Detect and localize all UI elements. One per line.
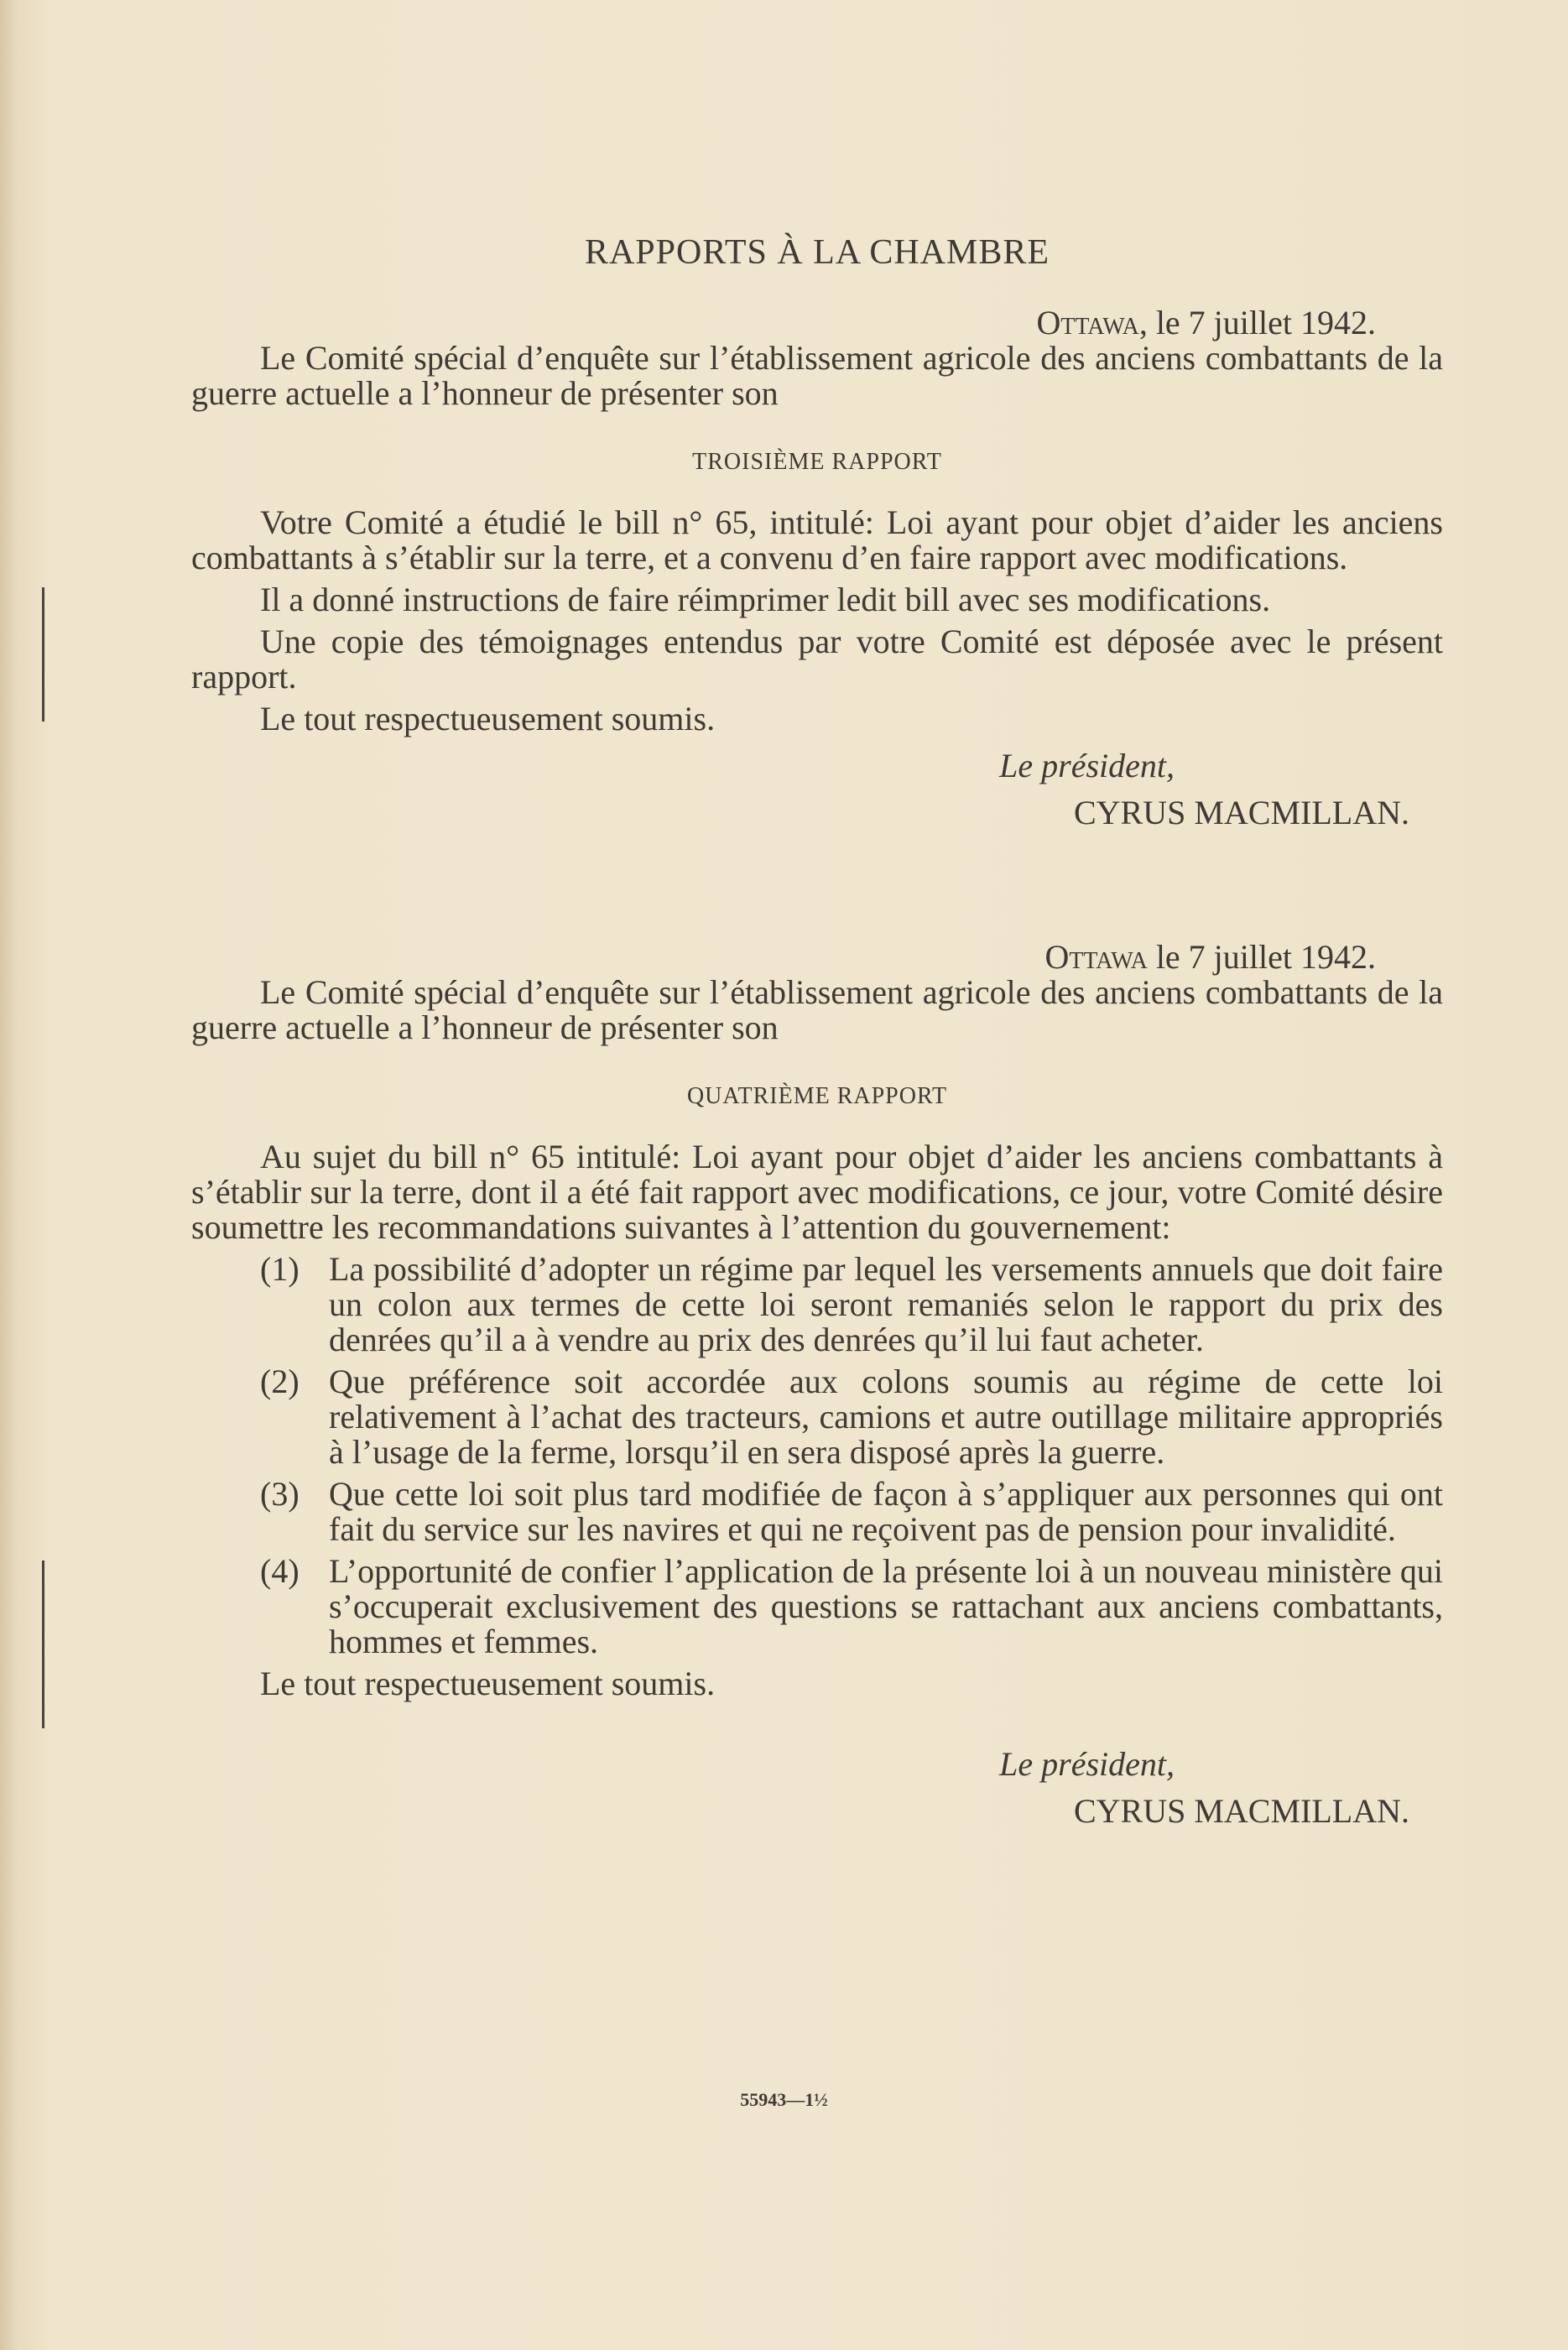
report-heading: QUATRIÈME RAPPORT xyxy=(686,1083,948,1109)
signature-title: Le président, xyxy=(999,747,1175,784)
report-paragraph: Votre Comité a étudié le bill n° 65, intitulé: Loi ayant pour objet d’aider les anciens combattants à s’établir sur la terre, et a convenu d’en faire rapport avec modifications. xyxy=(191,503,1443,576)
report-intro: Le Comité spécial d’enquête sur l’établissement agricole des anciens combattants de la guerre actuelle a l’honneur de présenter son xyxy=(191,339,1443,412)
report-paragraph: Il a donné instructions de faire réimprimer ledit bill avec ses modifications. xyxy=(260,581,1271,618)
list-item-number: (1) xyxy=(260,1250,300,1288)
report-heading: TROISIÈME RAPPORT xyxy=(692,449,942,475)
list-item-number: (3) xyxy=(260,1475,300,1513)
report-paragraph: Une copie des témoignages entendus par votre Comité est déposée avec le présent rapport. xyxy=(191,623,1443,696)
list-item-text: Que préférence soit accordée aux colons soumis au régime de cette loi relativement à l’achat des tracteurs, camions et autre outillage militaire appropriés à l’usage de la ferme, lorsqu’il en sera disposé après la guerre. xyxy=(329,1363,1443,1471)
signature-name: CYRUS MACMILLAN. xyxy=(1073,1792,1409,1830)
date-rest: le 7 juillet 1942. xyxy=(1147,938,1376,976)
list-item xyxy=(191,1252,1443,1357)
binding-edge xyxy=(0,0,18,2350)
report-date xyxy=(191,305,1443,341)
page-title: RAPPORTS À LA CHAMBRE xyxy=(584,233,1050,272)
list-item-number: (4) xyxy=(260,1552,300,1590)
list-item xyxy=(191,1364,1443,1470)
report-paragraph: Au sujet du bill n° 65 intitulé: Loi ayant pour objet d’aider les anciens combattants à s’établir sur la terre, dont il a été fait rapport avec modifications, ce jour, votre Comité désire soumettre les recommandations suivantes à l’attention du gouvernement: xyxy=(191,1138,1443,1246)
report-paragraph: Le tout respectueusement soumis. xyxy=(260,700,716,737)
footer-code: 55943—1½ xyxy=(740,2089,828,2110)
list-item-text: La possibilité d’adopter un régime par lequel les versements annuels que doit faire un colon aux termes de cette loi seront remaniés selon le rapport du prix des denrées qu’il a à vendre au prix des denrées qu’il lui faut acheter. xyxy=(329,1250,1443,1358)
list-item-text: Que cette loi soit plus tard modifiée de façon à s’appliquer aux personnes qui ont fait du service sur les navires et qui ne reçoivent pas de pension pour invalidité. xyxy=(329,1475,1443,1548)
recommendation-list xyxy=(191,1252,1443,1660)
signature-name: CYRUS MACMILLAN. xyxy=(1073,794,1409,831)
date-rest: le 7 juillet 1942. xyxy=(1147,304,1376,341)
report-third xyxy=(191,305,1443,831)
list-item-text: L’opportunité de confier l’application de la présente loi à un nouveau ministère qui s’occuperait exclusivement des questions se rattachant aux anciens combattants, hommes et femmes. xyxy=(329,1552,1443,1660)
date-place: Ottawa, xyxy=(1036,304,1148,341)
report-fourth xyxy=(191,940,1443,1829)
margin-mark xyxy=(42,1561,44,1728)
document-body xyxy=(191,235,1443,1829)
margin-mark xyxy=(42,587,44,722)
list-item-number: (2) xyxy=(260,1363,300,1400)
list-item xyxy=(191,1554,1443,1660)
closing-line: Le tout respectueusement soumis. xyxy=(260,1665,716,1702)
list-item xyxy=(191,1477,1443,1547)
report-intro: Le Comité spécial d’enquête sur l’établissement agricole des anciens combattants de la guerre actuelle a l’honneur de présenter son xyxy=(191,973,1443,1046)
report-date xyxy=(191,940,1443,975)
signature-title: Le président, xyxy=(999,1745,1175,1783)
date-place: Ottawa xyxy=(1044,938,1148,976)
